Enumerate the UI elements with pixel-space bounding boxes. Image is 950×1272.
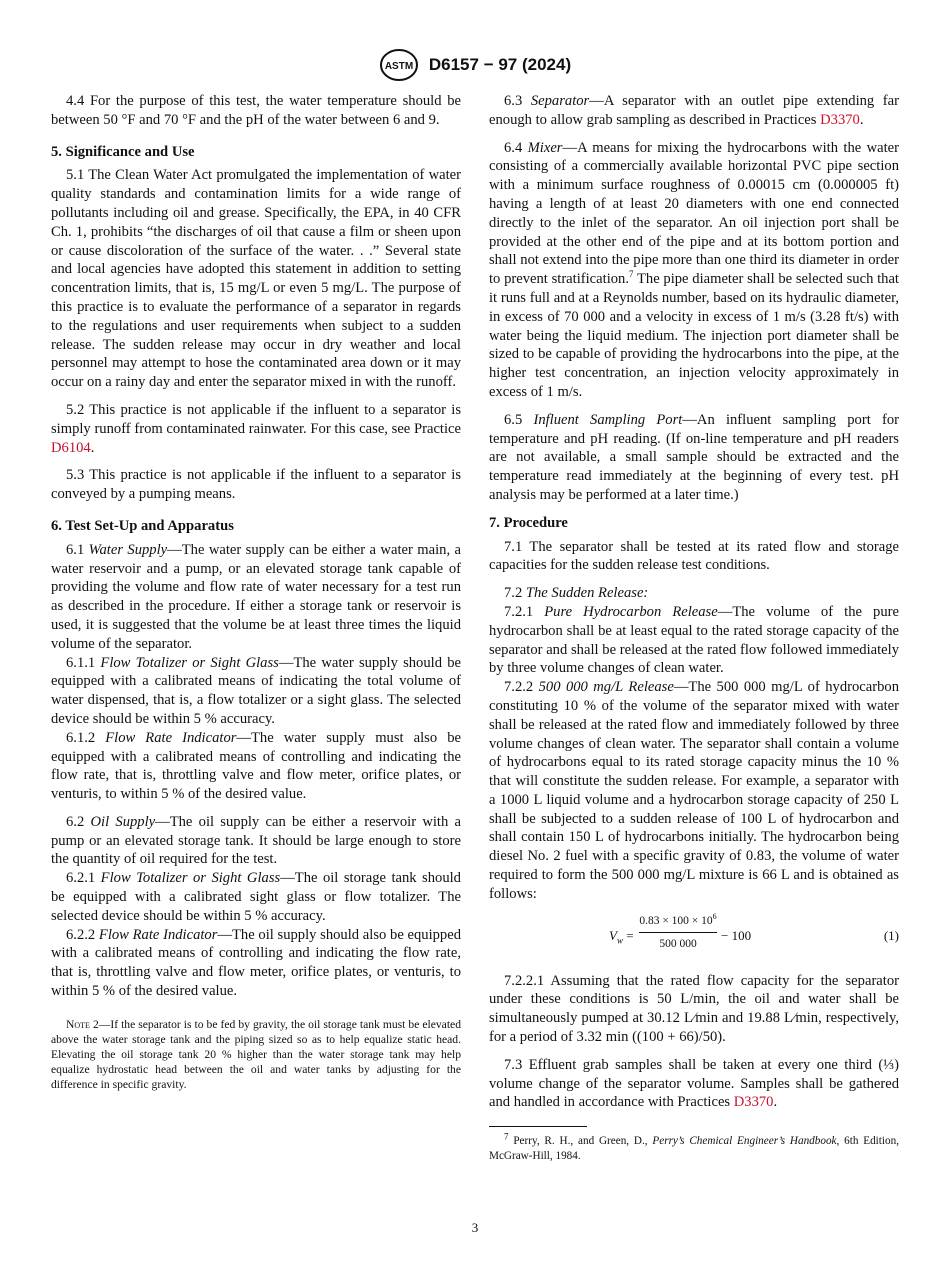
page-number: 3 — [471, 1220, 479, 1235]
para-6-2-2: 6.2.2 Flow Rate Indicator—The oil supply should also be equipped with a calibrated means of controlling and indicating the flow rate, that is, throttling valve and flow meter, orifice plates, or venturis, to within 5 % of the desired value. — [51, 926, 462, 1000]
para-7-2-1: 7.2.1 Pure Hydrocarbon Release—The volume of the pure hydrocarbon shall be at least equal to the rated storage capacity of the separator and shall be released at the rated flow followed immediately by three volume changes of clean water. — [489, 603, 899, 677]
para-7-2: 7.2 The Sudden Release: — [504, 585, 649, 602]
link-d6104[interactable]: D6104 — [51, 439, 91, 456]
para-6-2: 6.2 Oil Supply—The oil supply can be either a reservoir with a pump or an elevated storage tank. It should be large enough to store the quantity of oil required for the test. — [51, 813, 461, 868]
para-7-2-2: 7.2.2 500 000 mg/L Release—The 500 000 mg/L of hydrocarbon constituting 10 % of the volume of the separator mixed with water shall be released at the rated flow and immediately followed by three volume changes of clean water. The separator shall contain a volume of hydrocarbons equal to its rated storage capacity minus the 10 % that will constitute the sudden release. For example, a separator with a 1000 L liquid volume and a hydrocarbon storage capacity of 250 L shall be subjected to a sudden release of 100 L of hydrocarbon and shall contain 150 L of hydrocarbons initially. The hydrocarbon being diesel No. 2 fuel with a specific gravity of 0.83, the volume of water required to form the 500 000 mg/L mixture is 66 L and is obtained as follows: — [489, 679, 899, 902]
para-6-1-1: 6.1.1 Flow Totalizer or Sight Glass—The water supply should be equipped with a calibrated means of indicating the total volume of water dispensed, that is, a flow totalizer or a sight glass. The selected device should be within 5 % accuracy. — [51, 654, 461, 727]
note-2: Note 2—If the separator is to be fed by gravity, the oil storage tank must be elevated above the water storage tank and the piping sized so as to help equalize static head. Elevating the oil storage tank 20 % higher than the water storage tank may help equalize hydrostatic head between the oil and water tanks by adjusting for the difference in specific gravity. — [51, 1017, 461, 1091]
para-7-1: 7.1 The separator shall be tested at its rated flow and storage capacities for the sudden release test conditions. — [489, 538, 899, 574]
page-header — [0, 48, 950, 82]
para-6-5: 6.5 Influent Sampling Port—An influent sampling port for temperature and pH reading. (If on-line temperature and pH readers are not available, a small sample should be extracted and the temperature read immediately at the beginning of every test. pH analysis may be performed at a later time.) — [489, 411, 899, 503]
equation-fraction — [639, 912, 717, 955]
para-6-1: 6.1 Water Supply—The water supply can be either a water main, a water reservoir and a pump, or an elevated storage tank capable of providing the volume and flow rate of water necessary for a test run as described in the procedure. If either a storage tank or reservoir is used, it is suggested that the volume be at least three times the liquid volume of the separator. — [51, 541, 461, 652]
equation-number: (1) — [883, 927, 899, 943]
link-d3370-2[interactable]: D3370 — [733, 1094, 774, 1111]
section-5-title: 5. Significance and Use — [51, 143, 195, 160]
para-5-2: 5.2 This practice is not applicable if the influent to a separator is simply runoff from contaminated rainwater. For this case, see Practice D6104. — [51, 401, 461, 456]
document-designation: D6157 − 97 (2024) — [428, 55, 572, 74]
astm-logo-icon — [379, 48, 419, 82]
equation-lhs: $V_w$ = — [609, 927, 634, 946]
para-5-1: 5.1 The Clean Water Act promulgated the implementation of water quality standards and contamination limits for a wide range of pollutants including oil and grease. Specifically, the EPA, in 40 CFR Ch. 1, prohibits “the discharges of oil that cause a film or sheen upon or cause discoloration of the surface of the water. . .” Several state and local agencies have adopted this statement in addition to setting concentration limits, that is, 15 mg/L or even 5 mg/L. The purpose of this practice is to evaluate the performance of a separator in regards to the regulations and user requirements when subject to a sudden release. The sudden release may occur in dry weather and local personnel may attempt to hose the contaminated area down or it may occur on a rainy day and enter the separator mixed in with the runoff. — [51, 167, 461, 391]
para-5-3: 5.3 This practice is not applicable if the influent to a separator is conveyed by a pumping means. — [51, 467, 461, 503]
para-6-2-1: 6.2.1 Flow Totalizer or Sight Glass—The oil storage tank should be equipped with a calibrated sight glass or flow totalizer. The selected device should be within 5 % accuracy. — [51, 870, 461, 924]
right-column — [489, 92, 899, 1163]
para-4-4: 4.4 For the purpose of this test, the water temperature should be between 50 °F and 70 °F and the pH of the water between 6 and 9. — [51, 93, 461, 128]
footnote-divider — [489, 1126, 587, 1127]
section-7-title: 7. Procedure — [489, 514, 568, 531]
equation-1 — [489, 912, 899, 958]
para-7-2-2-1: 7.2.2.1 Assuming that the rated flow capacity for the separator under these conditions is 50 L/min, the oil and water shall be simultaneously pumped at 30.12 L⁄min and 19.88 L⁄min, respectively, for a period of 3.32 min ((100 + 66)/50). — [489, 972, 899, 1046]
footnote-ref-7[interactable]: 7 — [629, 269, 634, 280]
para-6-4: 6.4 Mixer—A means for mixing the hydrocarbons with the water consisting of a commercially available horizontal PVC pipe section with a minimum surface roughness of 0.00015 cm (0.000005 ft) having a length of at least 20 diameters with one end connected directly to the inlet of the separator. An oil injection port shall be provided at the other end of the pipe and at its bottom portion and shall not extend into the pipe more than one third its diameter in order to prevent stratification.$^7$ The pipe diameter shall be selected such that it runs full and at a Reynolds number, based on its hydraulic diameter, in excess of 70 000 and a velocity in excess of 1 m/s (3.28 ft/s) with water being the liquid medium. The injection port diameter shall be sized to be capable of providing the hydrocarbons into the pipe, at the higher test concentration, an injection velocity approximately in excess of 1 m/s. — [489, 139, 900, 400]
astm-logo-text: ASTM — [384, 61, 414, 72]
equation-numerator: $0.83 \times 100 \times 10^6$ — [639, 912, 717, 934]
equation-denominator: 500 000 — [659, 938, 697, 951]
para-6-1-2: 6.1.2 Flow Rate Indicator—The water supply must also be equipped with a calibrated means of controlling and indicating the flow rate, that is, throttling valve and flow meter, orifice plates, or venturis, to within 5 % of the desired value. — [51, 729, 461, 803]
link-d3370[interactable]: D3370 — [820, 111, 860, 128]
section-6-title: 6. Test Set-Up and Apparatus — [51, 517, 234, 534]
para-7-3: 7.3 Effluent grab samples shall be taken at every one third (⅓) volume change of the separator volume. Samples shall be gathered and handled in accordance with Practices D3370. — [489, 1056, 899, 1111]
equation-rest: − 100 — [721, 927, 752, 943]
footnote-7: $^7$ Perry, R. H., and Green, D., Perry’s Chemical Engineer’s Handbook, 6th Edition, McGraw-Hill, 1984. — [489, 1131, 899, 1162]
left-column — [51, 92, 461, 1092]
para-6-3: 6.3 Separator—A separator with an outlet pipe extending far enough to allow grab sampling as described in Practices D3370. — [489, 93, 900, 128]
